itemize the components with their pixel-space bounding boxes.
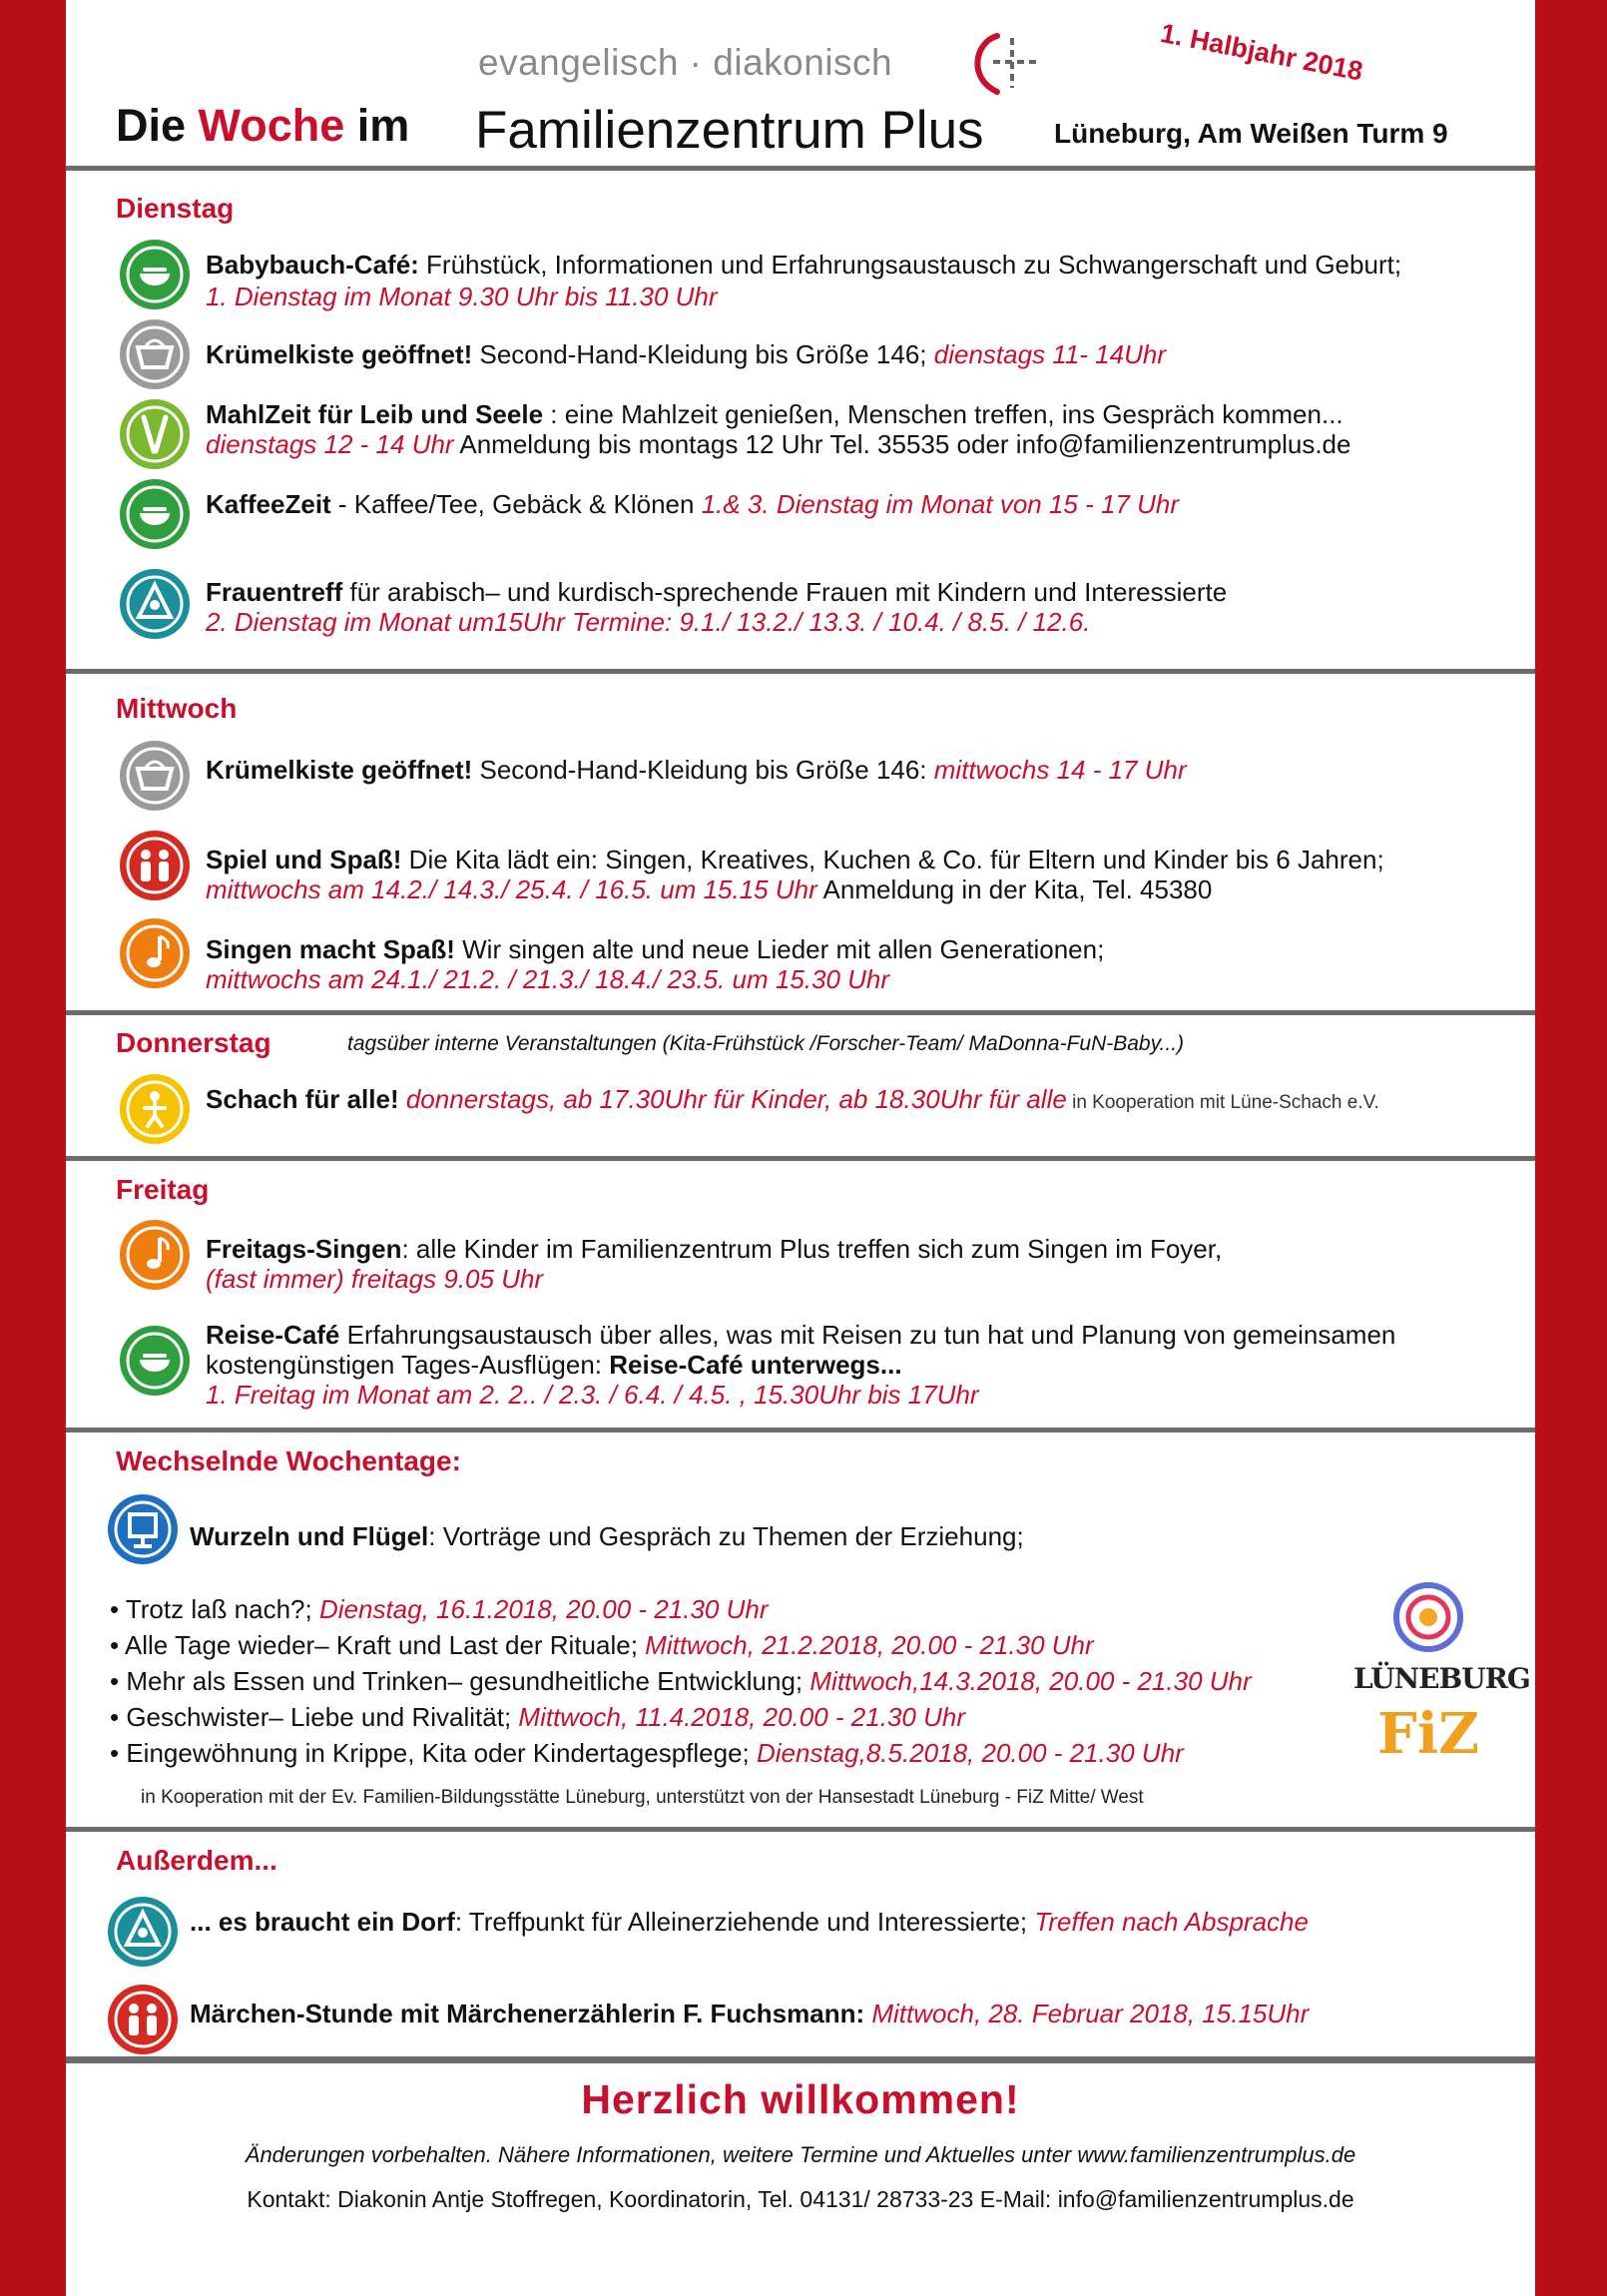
day-heading-tuesday: Dienstag [116,193,235,224]
family-icon [106,1983,180,2056]
event-reise-cafe-line1: Reise-Café Erfahrungsaustausch über alles, was mit Reisen zu tun hat und Planung von gemeinsamen [206,1320,1396,1350]
cutlery-icon [118,397,192,471]
divider [66,1010,1535,1015]
divider [66,1827,1535,1832]
event-kruemelkiste-tue: Krümelkiste geöffnet! Second-Hand-Kleidung bis Größe 146; dienstags 11- 14Uhr [206,339,1166,369]
title-word-die: Die [116,100,187,151]
chess-figure-icon [118,1072,192,1146]
event-maerchen: Märchen-Stunde mit Märchenerzählerin F. Fuchsmann: Mittwoch, 28. Februar 2018, 15.15Uhr [190,1999,1310,2028]
divider [66,166,1535,171]
group-icon [106,1895,180,1969]
address: Lüneburg, Am Weißen Turm 9 [1054,118,1448,149]
music-note-icon [118,1218,192,1292]
list-item: • Geschwister– Liebe und Rivalität; Mittwoch, 11.4.2018, 20.00 - 21.30 Uhr [110,1702,965,1732]
diakonie-cross-logo [957,28,1047,100]
day-heading-also: Außerdem... [116,1845,277,1876]
footer-note: Änderungen vorbehalten. Nähere Informationen, weitere Termine und Aktuelles unter www.familienzentrumplus.de [245,2142,1356,2167]
group-icon [118,567,192,641]
day-heading-changing: Wechselnde Wochentage: [116,1445,461,1476]
event-spiel-spass-line1: Spiel und Spaß! Die Kita lädt ein: Singen, Kreatives, Kuchen & Co. für Eltern und Kinder bis 6 Jahren; [206,845,1384,874]
cup-icon [118,477,192,551]
brand-line: evangelisch · diakonisch [478,42,893,83]
welcome-heading: Herzlich willkommen! [581,2076,1020,2122]
event-singen-time: mittwochs am 24.1./ 21.2. / 21.3./ 18.4./ 23.5. um 15.30 Uhr [206,964,890,994]
footer-contact: Kontakt: Diakonin Antje Stoffregen, Koordinatorin, Tel. 04131/ 28733-23 E-Mail: info@familienzentrumplus.de [247,2186,1354,2212]
divider [66,1428,1535,1433]
page-title [116,100,409,152]
thursday-note: tagsüber interne Veranstaltungen (Kita-Frühstück /Forscher-Team/ MaDonna-FuN-Baby...) [347,1032,1185,1055]
basket-icon [118,317,192,391]
event-reise-cafe-time: 1. Freitag im Monat am 2. 2.. / 2.3. / 6.4. / 4.5. , 15.30Uhr bis 17Uhr [206,1380,979,1410]
divider [66,669,1535,674]
list-item: • Trotz laß nach?; Dienstag, 16.1.2018, 20.00 - 21.30 Uhr [110,1594,769,1624]
family-icon [118,829,192,902]
title-word-woche: Woche [198,100,345,151]
logo-lueneburg-text: LÜNEBURG [1353,1662,1530,1695]
event-freitags-singen-line1: Freitags-Singen: alle Kinder im Familienzentrum Plus treffen sich zum Singen im Foyer, [206,1234,1223,1264]
event-kaffeezeit: KaffeeZeit - Kaffee/Tee, Gebäck & Klönen 1.& 3. Dienstag im Monat von 15 - 17 Uhr [206,489,1180,519]
list-item: • Alle Tage wieder– Kraft und Last der Rituale; Mittwoch, 21.2.2018, 20.00 - 21.30 Uhr [110,1630,1094,1660]
cup-icon [118,238,192,311]
half-year-label: 1. Halbjahr 2018 [1158,18,1365,87]
event-mahlzeit-line1: MahlZeit für Leib und Seele : eine Mahlzeit genießen, Menschen treffen, ins Gespräch kommen... [206,399,1343,429]
event-reise-cafe-line2: kostengünstigen Tages-Ausflügen: Reise-Café unterwegs... [206,1350,902,1380]
event-schach: Schach für alle! donnerstags, ab 17.30Uhr für Kinder, ab 18.30Uhr für alle in Kooperation mit Lüne-Schach e.V. [206,1084,1379,1114]
divider [66,2056,1535,2063]
basket-icon [118,739,192,813]
list-item: • Mehr als Essen und Trinken– gesundheitliche Entwicklung; Mittwoch,14.3.2018, 20.00 - 21.30 Uhr [110,1666,1252,1696]
lueneburg-fiz-logo [1353,1577,1530,1817]
divider [66,1156,1535,1161]
logo-fiz-text: FiZ [1377,1701,1479,1767]
presentation-icon [106,1492,180,1566]
left-red-band [0,0,66,2296]
event-babybauch-line1: Babybauch-Café: Frühstück, Informationen und Erfahrungsaustausch zu Schwangerschaft und Geburt; [206,250,1402,280]
event-freitags-singen-time: (fast immer) freitags 9.05 Uhr [206,1264,544,1294]
day-heading-wednesday: Mittwoch [116,693,238,724]
event-wurzeln-fluegel: Wurzeln und Flügel: Vorträge und Gespräch zu Themen der Erziehung; [190,1521,1024,1551]
title-word-im: im [356,100,410,151]
event-mahlzeit-line2: dienstags 12 - 14 Uhr Anmeldung bis montags 12 Uhr Tel. 35535 oder info@familienzentrumplus.de [206,429,1351,459]
right-red-band [1535,0,1607,2296]
event-singen-line1: Singen macht Spaß! Wir singen alte und neue Lieder mit allen Generationen; [206,934,1105,964]
event-kruemelkiste-wed: Krümelkiste geöffnet! Second-Hand-Kleidung bis Größe 146: mittwochs 14 - 17 Uhr [206,755,1187,785]
event-frauentreff-time: 2. Dienstag im Monat um15Uhr Termine: 9.1./ 13.2./ 13.3. / 10.4. / 8.5. / 12.6. [206,607,1091,637]
lecture-list [110,1591,1252,1771]
event-babybauch-time: 1. Dienstag im Monat 9.30 Uhr bis 11.30 Uhr [206,282,718,311]
list-item: • Eingewöhnung in Krippe, Kita oder Kindertagespflege; Dienstag,8.5.2018, 20.00 - 21.30 Uhr [110,1738,1184,1768]
event-frauentreff-line1: Frauentreff für arabisch– und kurdisch-sprechende Frauen mit Kindern und Interessierte [206,577,1228,607]
day-heading-thursday: Donnerstag [116,1027,271,1058]
music-note-icon [118,916,192,990]
event-spiel-spass-line2: mittwochs am 14.2./ 14.3./ 25.4. / 16.5. um 15.15 Uhr Anmeldung in der Kita, Tel. 45380 [206,874,1213,904]
center-name: Familienzentrum Plus [475,101,984,160]
cooperation-note: in Kooperation mit der Ev. Familien-Bildungsstätte Lüneburg, unterstützt von der Hansestadt Lüneburg - FiZ Mitte/ West [141,1787,1144,1808]
event-dorf: ... es braucht ein Dorf: Treffpunkt für Alleinerziehende und Interessierte; Treffen nach Absprache [190,1907,1309,1937]
day-heading-friday: Freitag [116,1174,210,1205]
cup-icon [118,1324,192,1398]
flyer-page [66,0,1535,2296]
